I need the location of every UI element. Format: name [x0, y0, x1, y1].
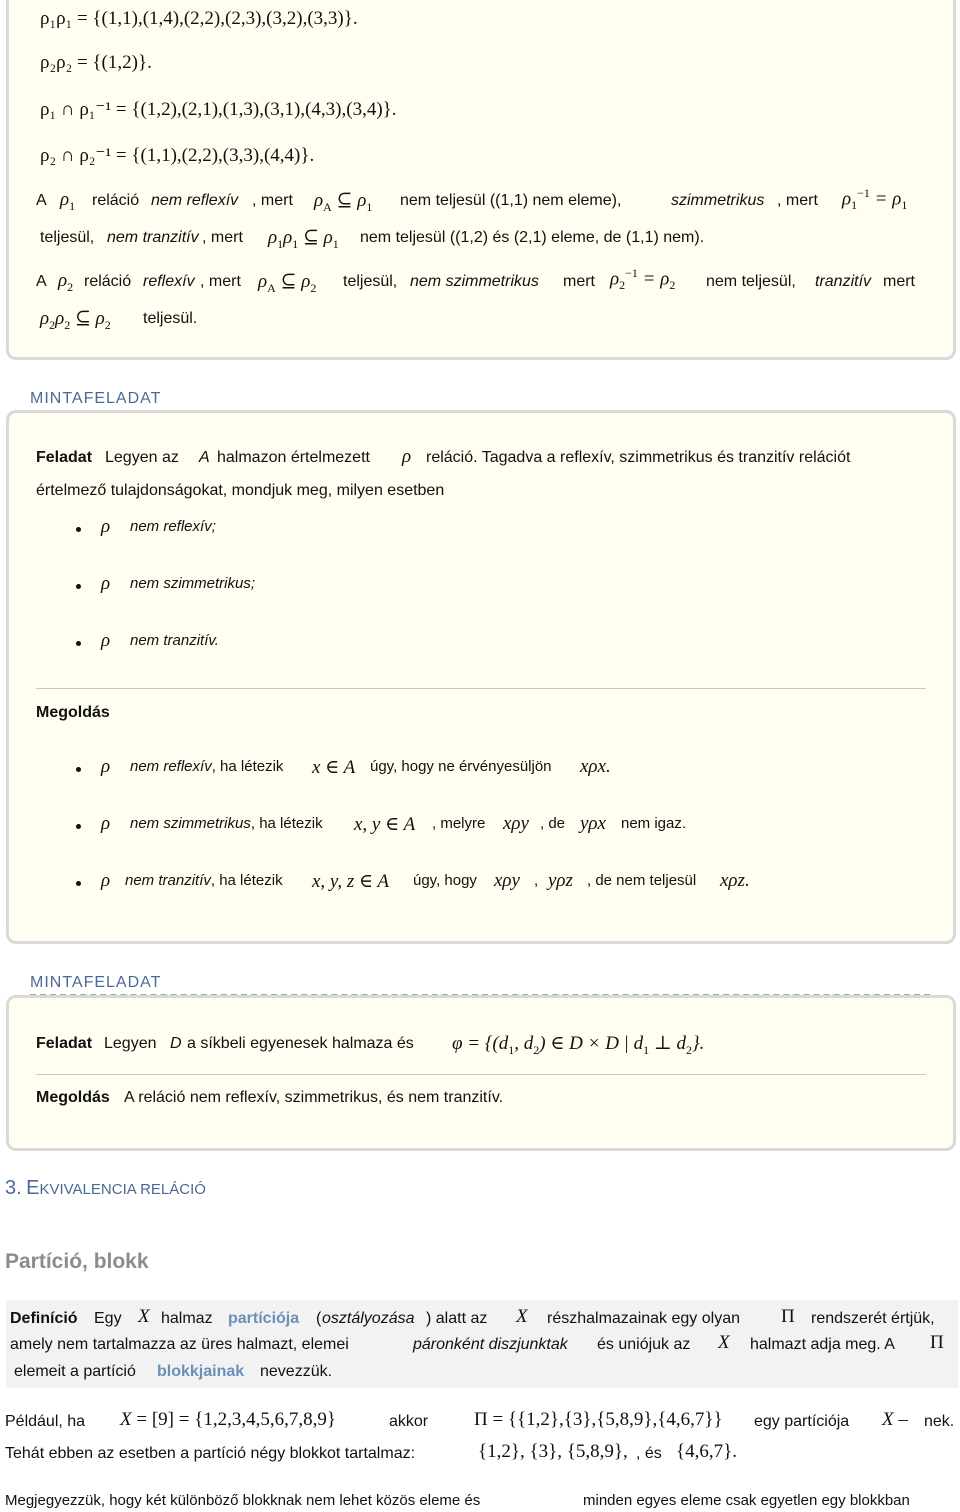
math-rho-item: ρ [101, 573, 111, 594]
task-text-1c: reláció. Tagadva a reflexív, szimmetrikus és tranzitív relációt [426, 449, 851, 466]
math-x-in-A: x ∈ A [312, 757, 356, 778]
section-title-rest: KVIVALENCIA RELÁCIÓ [39, 1181, 206, 1198]
task-label-1: Feladat [36, 449, 93, 466]
task2-text-2: a síkbeli egyenesek halmaza és [187, 1035, 414, 1052]
sol3-nem-tranzitiv: nem tranzitív [125, 872, 211, 889]
math-rho-sol: ρ [101, 870, 111, 891]
math-x-rho-z: xρz. [720, 870, 750, 891]
task2-text-1: Legyen [104, 1035, 157, 1052]
def-l3a: elemeit a partíció [14, 1363, 136, 1380]
bullet [76, 527, 81, 532]
math-Pi-2: Π [930, 1332, 944, 1353]
list-item-nem-reflexiv: nem reflexív; [130, 518, 216, 535]
text-relacio-2: reláció [84, 273, 132, 290]
text-nem-teljesul: nem teljesül ((1,1) nem eleme), [400, 192, 622, 209]
sol1-ha-letezik: , ha létezik [211, 758, 284, 775]
math-x-rho-y: xρy [503, 813, 529, 834]
math-X-2: X [516, 1306, 528, 1327]
math-rho2-inverse-equals: $\rho_2^{-1} = \rho_2$ [610, 266, 676, 293]
solution-text-2: A reláció nem reflexív, szimmetrikus, és nem tranzitív. [124, 1089, 504, 1106]
solution-label-1: Megoldás [36, 704, 110, 721]
task-text-1b: halmazon értelmezett [217, 449, 370, 466]
math-blocks: {1,2}, {3}, {5,8,9}, [478, 1441, 628, 1462]
ex3-akkor: akkor [389, 1413, 429, 1430]
sol2-ha-letezik: , ha létezik [250, 815, 323, 832]
math-rho-item: ρ [101, 516, 111, 537]
math-X-minus: X – [882, 1409, 908, 1430]
math-X: X [138, 1306, 150, 1327]
section-number: 3. [5, 1177, 22, 1199]
definition-label: Definíció [10, 1310, 78, 1327]
text-a-2: A [36, 273, 47, 290]
def-l2c: és uniójuk az [597, 1336, 691, 1353]
math-rho-sol: ρ [101, 813, 111, 834]
text-nem-szimmetrikus: nem szimmetrikus [410, 273, 539, 290]
def-t1: Egy [94, 1310, 122, 1327]
sol3-comma: , [534, 872, 539, 889]
math-x-rho-x: xρx. [580, 756, 611, 777]
solution-label-2: Megoldás [36, 1089, 110, 1106]
text-mert-2: , mert [777, 192, 818, 209]
math-rhoA-subset-rho2: $\rho_A$ ⊆ $\rho_2$ [258, 271, 317, 295]
def-paren-open: ( [316, 1310, 322, 1327]
def-paronkent-diszjunktak: páronként diszjunktak [413, 1336, 568, 1353]
math-rhoA-subset-rho1: $\rho_A$ ⊆ $\rho_1$ [314, 190, 373, 214]
sol2-nem-igaz: nem igaz. [621, 815, 687, 832]
math-rho-task: ρ [402, 446, 412, 467]
text-tranzitiv: tranzitív [815, 273, 872, 290]
text-nem-teljesul-2: nem teljesül ((1,2) és (2,1) eleme, de (1,1) nem). [360, 229, 705, 246]
math-phi-definition: $\varphi = \{(d_1$, $d_2$) ∈ D × D | $d_1$ ⊥ $d_2$}. [452, 1033, 705, 1057]
equation-rho1-rho1: ρ₁ρ₁ = {(1,1),(1,4),(2,2),(2,3),(3,2),(3,3)}. [40, 8, 358, 29]
task-text-1d: értelmező tulajdonságokat, mondjuk meg, milyen esetben [36, 482, 445, 499]
text-mert-4: , mert [200, 273, 241, 290]
list-item-nem-szimmetrikus: nem szimmetrikus; [130, 575, 256, 592]
sol2-melyre: , melyre [432, 815, 486, 832]
sol3-ha-letezik: , ha létezik [210, 872, 283, 889]
task2-set-D: D [170, 1035, 182, 1052]
mintafeladat-heading-2: MINTAFELADAT [30, 974, 930, 996]
sol1-ugy-hogy: úgy, hogy ne érvényesüljön [370, 758, 552, 775]
def-l3c: nevezzük. [260, 1363, 333, 1380]
text-mert-3: , mert [202, 229, 243, 246]
bullet [76, 767, 81, 772]
bullet [76, 881, 81, 886]
equation-rho2-rho2: ρ₂ρ₂ = {(1,2)}. [40, 52, 152, 73]
sol2-de: , de [540, 815, 566, 832]
math-x-rho-y-2: xρy [494, 870, 520, 891]
math-x-y-in-A: x, y ∈ A [354, 814, 416, 835]
sol2-nem-szimmetrikus: nem szimmetrikus [130, 815, 251, 832]
def-l2a: amely nem tartalmazza az üres halmazt, elemei [10, 1336, 349, 1353]
text-teljesul-3: teljesül. [143, 310, 198, 327]
text-reflexiv: reflexív [143, 273, 195, 290]
ex3-es: , és [636, 1445, 662, 1462]
ex3-egy-particioja: egy partíciója [754, 1413, 850, 1430]
math-y-rho-z: yρz [548, 870, 573, 891]
math-rho1: $\rho_1$ [60, 189, 76, 213]
math-rho2rho2-subset-rho2: $\rho_2\rho_2$ ⊆ $\rho_2$ [40, 308, 111, 332]
task-label-2: Feladat [36, 1035, 93, 1052]
math-X-equals-9: X = [9] = {1,2,3,4,5,6,7,8,9} [120, 1409, 336, 1430]
text-relacio: reláció [92, 192, 140, 209]
def-reszhalmazainak: részhalmazainak egy olyan [547, 1310, 740, 1327]
ex3-megjegyezzuk: Megjegyezzük, hogy két különböző blokknak nem lehet közös eleme és [5, 1492, 481, 1509]
section-title [5, 1177, 206, 1200]
def-rendszeret: rendszerét értjük, [811, 1310, 935, 1327]
subsection-title: Partíció, blokk [5, 1250, 149, 1273]
text-mert: , mert [252, 192, 293, 209]
def-t2: halmaz [161, 1310, 213, 1327]
task-text-1a: Legyen az [105, 449, 179, 466]
def-osztalyozasa: osztályozása [322, 1310, 415, 1327]
ex3-tehat: Tehát ebben az esetben a partíció négy blokkot tartalmaz: [5, 1445, 416, 1462]
sol1-text [130, 758, 283, 775]
def-blokkjainak: blokkjainak [157, 1363, 245, 1380]
ex3-nek: nek. [924, 1413, 955, 1430]
divider [36, 1074, 926, 1075]
math-rho2: $\rho_2$ [58, 270, 74, 294]
def-alatt-az: ) alatt az [426, 1310, 488, 1327]
math-rho-sol: ρ [101, 756, 111, 777]
sol3-text [125, 872, 283, 889]
text-teljesul-2: teljesül, [343, 273, 398, 290]
text-szimmetrikus: szimmetrikus [671, 192, 765, 209]
bullet [76, 584, 81, 589]
text-mert-5: mert [563, 273, 595, 290]
text-nem-teljesul-3: nem teljesül, [706, 273, 796, 290]
math-X-3: X [718, 1332, 730, 1353]
text-nem-reflexiv: nem reflexív [151, 192, 239, 209]
text-a: A [36, 192, 47, 209]
math-Pi-equals: Π = {{1,2},{3},{5,8,9},{4,6,7}} [474, 1409, 723, 1430]
text-nem-tranzitiv: nem tranzitív [107, 229, 199, 246]
math-y-rho-x: yρx [580, 813, 606, 834]
math-rho-item: ρ [101, 630, 111, 651]
task-set-A: A [199, 449, 210, 466]
ex3-peldaul: Például, ha [5, 1413, 86, 1430]
sol3-ugy-hogy: úgy, hogy [413, 872, 477, 889]
divider [36, 688, 926, 689]
math-rho1-inverse-equals: $\rho_1^{-1} = \rho_1$ [842, 186, 908, 213]
mintafeladat-heading-1: MINTAFELADAT [30, 390, 930, 412]
ex3-minden-egyes: minden egyes eleme csak egyetlen egy blokkban [583, 1492, 910, 1509]
text-teljesul: teljesül, [40, 229, 95, 246]
math-block-467: {4,6,7}. [676, 1441, 737, 1462]
bullet [76, 641, 81, 646]
example-2-box [6, 995, 956, 1151]
list-item-nem-tranzitiv: nem tranzitív. [130, 632, 219, 649]
sol2-text [130, 815, 323, 832]
math-x-y-z-in-A: x, y, z ∈ A [312, 871, 390, 892]
def-l2d: halmazt adja meg. A [750, 1336, 895, 1353]
math-Pi: Π [781, 1306, 795, 1327]
text-mert-6: mert [883, 273, 915, 290]
section-title-first: E [26, 1177, 40, 1199]
def-particioja: partíciója [228, 1310, 300, 1327]
math-rho1rho1-subset-rho1: $\rho_1\rho_1$ ⊆ $\rho_1$ [268, 227, 339, 251]
sol1-nem-reflexiv: nem reflexív [130, 758, 212, 775]
bullet [76, 824, 81, 829]
equation-rho1-intersection: ρ₁ ∩ ρ₁⁻¹ = {(1,2),(2,1),(1,3),(3,1),(4,3),(3,4)}. [40, 99, 397, 120]
sol3-de-nem: , de nem teljesül [587, 872, 697, 889]
equation-rho2-intersection: ρ₂ ∩ ρ₂⁻¹ = {(1,1),(2,2),(3,3),(4,4)}. [40, 145, 315, 166]
